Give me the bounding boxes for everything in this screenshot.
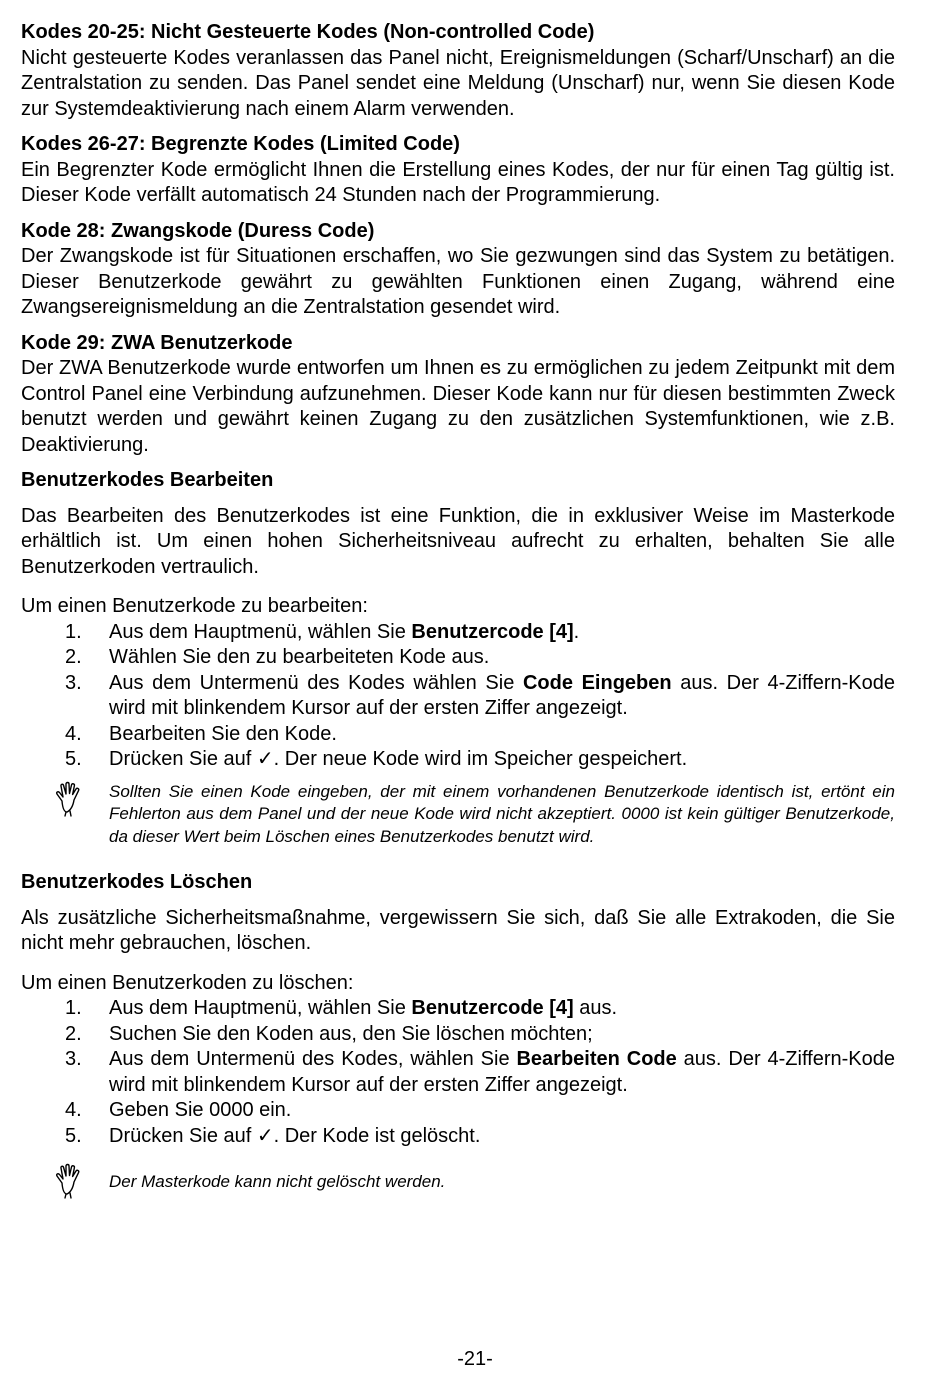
document-page xyxy=(21,20,895,1204)
list-item: 2. Wählen Sie den zu bearbeiteten Kode aus. xyxy=(65,646,490,668)
edit-steps-list xyxy=(21,620,895,773)
section-edit-codes xyxy=(21,468,895,848)
section-paragraph: Als zusätzliche Sicherheitsmaßnahme, vergewissern Sie sich, daß Sie alle Extrakoden, die Sie nicht mehr gebrauchen, löschen. xyxy=(21,906,895,954)
list-item: 1. Aus dem Hauptmenü, wählen Sie Benutzercode [4] aus. xyxy=(65,997,618,1019)
section-paragraph: Der Zwangskode ist für Situationen erschaffen, wo Sie gezwungen sind das System zu betätigen. Dieser Benutzerkode gewährt zu gewählten Funktionen einen Zugang, während eine Zwangsereignismeldung an die Zentralstation gesendet wird. xyxy=(21,245,895,318)
list-item: 3. Aus dem Untermenü des Kodes, wählen Sie Bearbeiten Code aus. Der 4-Ziffern-Kode wird mit blinkendem Kursor auf der ersten Ziffer angezeigt. xyxy=(65,1048,895,1096)
note-text: Der Masterkode kann nicht gelöscht werden. xyxy=(109,1172,446,1191)
list-item: 2. Suchen Sie den Koden aus, den Sie löschen möchten; xyxy=(65,1022,593,1045)
note-text: Sollten Sie einen Kode eingeben, der mit einem vorhandenen Benutzerkode identisch ist, ertönt ein Fehlerton aus dem Panel und der neue Kode wird nicht akzeptiert. 0000 ist kein gültiger Benutzerkode, da dieser Wert beim Löschen eines Benutzerkodes benutzt wird. xyxy=(109,781,895,846)
section-heading: Kode 28: Zwangskode (Duress Code) xyxy=(21,219,375,242)
list-item: 4. Geben Sie 0000 ein. xyxy=(65,1099,292,1121)
section-non-controlled-codes xyxy=(21,20,895,122)
delete-steps-list xyxy=(21,996,895,1149)
list-item: 5. Drücken Sie auf ✓. Der neue Kode wird im Speicher gespeichert. xyxy=(65,748,688,770)
list-item: 1. Aus dem Hauptmenü, wählen Sie Benutzercode [4]. xyxy=(65,620,580,643)
list-item: 4. Bearbeiten Sie den Kode. xyxy=(65,722,337,745)
note-box xyxy=(21,781,895,849)
section-heading: Benutzerkodes Löschen xyxy=(21,871,253,893)
note-box xyxy=(21,1163,895,1194)
hand-icon xyxy=(53,781,87,817)
section-limited-codes xyxy=(21,132,895,209)
section-heading: Kodes 26-27: Begrenzte Kodes (Limited Code) xyxy=(21,133,460,155)
section-paragraph: Nicht gesteuerte Kodes veranlassen das Panel nicht, Ereignismeldungen (Scharf/Unscharf) an die Zentralstation zu senden. Das Panel sendet eine Meldung (Unscharf) nur, wenn Sie diesen Kode zur Systemdeaktivierung nach einem Alarm verwenden. xyxy=(21,46,895,120)
section-heading: Benutzerkodes Bearbeiten xyxy=(21,469,274,491)
section-duress-code xyxy=(21,219,895,321)
section-heading: Kode 29: ZWA Benutzerkode xyxy=(21,331,293,354)
section-zwa-code xyxy=(21,331,895,459)
section-heading: Kodes 20-25: Nicht Gesteuerte Kodes (Non-controlled Code) xyxy=(21,21,595,43)
section-paragraph: Ein Begrenzter Kode ermöglicht Ihnen die Erstellung eines Kodes, der nur für einen Tag gültig ist. Dieser Kode verfällt automatisch 24 Stunden nach der Programmierung. xyxy=(21,158,895,206)
section-paragraph: Das Bearbeiten des Benutzerkodes ist eine Funktion, die in exklusiver Weise im Masterkode erhältlich ist. Um einen hohen Sicherheitsniveau aufrecht zu erhalten, behalten Sie alle Benutzerkoden vertraulich. xyxy=(21,504,895,578)
hand-icon xyxy=(53,1163,87,1199)
steps-intro: Um einen Benutzerkoden zu löschen: xyxy=(21,971,354,994)
list-item: 3. Aus dem Untermenü des Kodes wählen Sie Code Eingeben aus. Der 4-Ziffern-Kode wird mit blinkendem Kursor auf der ersten Ziffer angezeigt. xyxy=(65,671,895,719)
page-number: -21- xyxy=(457,1348,493,1370)
steps-intro: Um einen Benutzerkode zu bearbeiten: xyxy=(21,595,368,617)
section-paragraph: Der ZWA Benutzerkode wurde entworfen um Ihnen es zu ermöglichen zu jedem Zeitpunkt mit dem Control Panel eine Verbindung aufzunehmen. Dieser Kode kann nur für diesen bestimmten Zweck benutzt werden und gewährt keinen Zugang zu den zusätzlichen Systemfunktionen, wie z.B. Deaktivierung. xyxy=(21,357,895,456)
section-delete-codes xyxy=(21,870,895,1194)
list-item: 5. Drücken Sie auf ✓. Der Kode ist gelöscht. xyxy=(65,1124,481,1147)
